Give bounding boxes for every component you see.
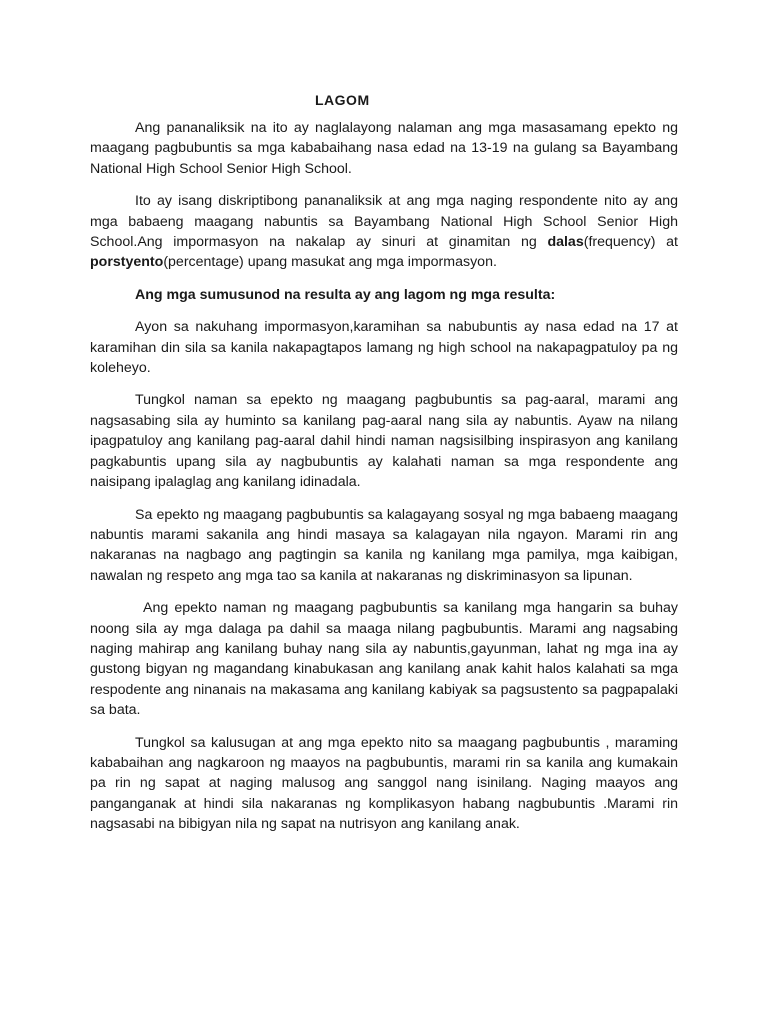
paragraph-social: Sa epekto ng maagang pagbubuntis sa kalagayang sosyal ng mga babaeng maagang nabuntis marami sakanila ang hindi masaya sa kalagayan nila ngayon. Marami rin ang nakaranas na nagbago ang pagtingin sa kanila ng kanilang mga pamilya, mga kaibigan, nawalan ng respeto ang mga tao sa kanila at nakaranas ng diskriminasyon sa lipunan.	[90, 506, 678, 584]
paragraph-aspirations: Ang epekto naman ng maagang pagbubuntis sa kanilang mga hangarin sa buhay noong sila ay mga dalaga pa dahil sa maaga nilang pagbubuntis. Marami ang nagsabing naging mahirap ang kanilang buhay nang sila ay nabuntis,gayunman, lahat ng mga ina ay gustong bigyan ng magandang kinabukasan ang kanilang anak kahit halos kalahati sa mga respodente ang ninanais na makasama ang kanilang kabiyak sa pagsustento sa pagpapalaki sa bata.	[90, 600, 678, 719]
results-heading: Ang mga sumusunod na resulta ay ang lagom ng mga resulta:	[135, 286, 556, 303]
paragraph-health: Tungkol sa kalusugan at ang mga epekto nito sa maagang pagbubuntis , maraming kababaihan ang nagkaroon ng maayos na pagbubuntis, marami rin sa kanila ang kumakain pa rin ng sapat at naging malusog ang sanggol nang isinilang. Naging maayos ang panganganak at hindi sila nakaranas ng komplikasyon habang nagbubuntis .Marami rin nagsasabi na bibigyan nila ng sapat na nutrisyon ang kanilang anak.	[90, 734, 678, 833]
paragraph-method-text-c: (percentage) upang masukat ang mga impormasyon.	[163, 254, 497, 271]
term-porstyento: porstyento	[90, 254, 164, 271]
paragraph-age: Ayon sa nakuhang impormasyon,karamihan sa nabubuntis ay nasa edad na 17 at karamihan din sila sa kanila nakapagtapos lamang ng high school na nakapagpatuloy pa ng koleheyo.	[90, 319, 678, 377]
term-dalas: dalas	[547, 234, 584, 251]
document-title: LAGOM	[315, 92, 370, 108]
paragraph-method	[90, 191, 678, 273]
paragraph-method-text-a: Ito ay isang diskriptibong pananaliksik at ang mga naging respondente nito ay ang mga babaeng maagang nabuntis sa Bayambang National High School Senior High School.Ang impormasyon na nakalap ay sinuri at ginamitan ng	[90, 193, 678, 251]
paragraph-education: Tungkol naman sa epekto ng maagang pagbubuntis sa pag-aaral, marami ang nagsasabing sila ay huminto sa kanilang pag-aaral nang sila ay nabuntis. Ayaw na nilang ipagpatuloy ang kanilang pag-aaral dahil hindi naman nagsisilbing inspirasyon ang kanilang pagkabuntis upang sila ay nagbubuntis ay kalahati naman sa mga respondente ang naisipang ipalaglag ang kanilang idinadala.	[90, 392, 678, 491]
paragraph-method-text-b: (frequency) at	[583, 234, 678, 251]
paragraph-intro: Ang pananaliksik na ito ay naglalayong nalaman ang mga masasamang epekto ng maagang pagbubuntis sa mga kababaihang nasa edad na 13-19 na gulang sa Bayambang National High School Senior High School.	[90, 120, 678, 177]
